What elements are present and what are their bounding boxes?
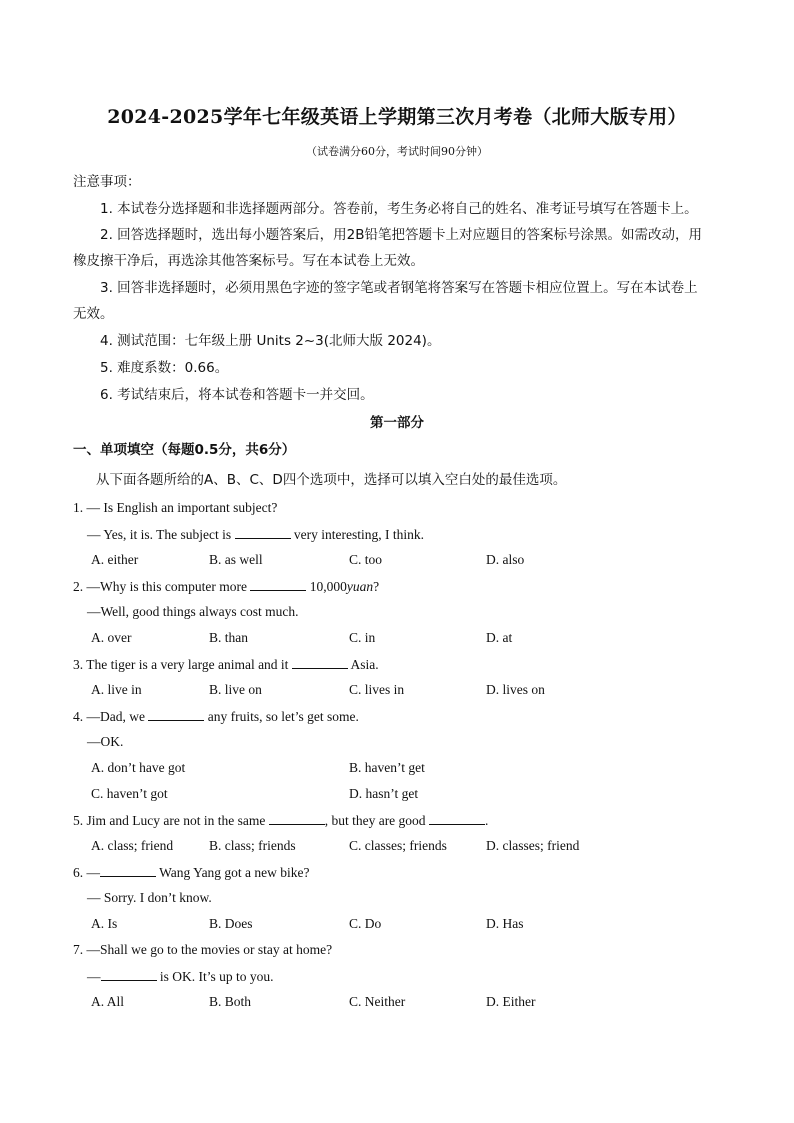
note-3-line-1: 3. 回答非选择题时，必须用黑色字迹的签字笔或者钢笔将答案写在答题卡相应位置上。写在本试卷上 — [100, 280, 698, 296]
q3-line-1 — [73, 656, 379, 673]
q1-blank — [235, 526, 291, 539]
q7-text-a: — — [87, 969, 101, 984]
q5-option-d: D. classes; friend — [486, 838, 580, 853]
note-2-line-2: 橡皮擦干净后，再选涂其他答案标号。写在本试卷上无效。 — [73, 253, 424, 269]
q6-line-2: — Sorry. I don’t know. — [87, 890, 212, 905]
notes-heading: 注意事项： — [73, 174, 141, 190]
q7-option-c: C. Neither — [349, 994, 406, 1009]
q2-option-d: D. at — [486, 630, 513, 645]
q2-text-yuan: yuan — [346, 579, 374, 594]
q4-line-1 — [73, 708, 359, 725]
q5-option-b: B. class; friends — [209, 838, 296, 853]
q1-option-a: A. either — [91, 552, 139, 567]
q1-option-c: C. too — [349, 552, 383, 567]
q2-text-d: ? — [373, 579, 380, 594]
q6-option-c: C. Do — [349, 916, 382, 931]
q4-option-c: C. haven’t got — [91, 786, 168, 801]
section-one-instruction: 从下面各题所给的A、B、C、D四个选项中，选择可以填入空白处的最佳选项。 — [96, 472, 567, 488]
q4-option-a: A. don’t have got — [91, 760, 186, 775]
section-one-title: 一、单项填空（每题0.5分，共6分） — [73, 442, 296, 458]
note-4: 4. 测试范围：七年级上册 Units 2~3(北师大版 2024)。 — [100, 333, 441, 349]
q7-line-2 — [87, 968, 274, 985]
q1-text-b: very interesting, I think. — [293, 527, 424, 542]
q3-option-a: A. live in — [91, 682, 142, 697]
q4-text-a: 4. —Dad, we — [73, 709, 145, 724]
q2-option-b: B. than — [209, 630, 248, 645]
q5-text-b: , but they are good — [324, 813, 426, 828]
q5-option-c: C. classes; friends — [349, 838, 447, 853]
q5-line-1 — [73, 812, 488, 829]
note-3-line-2: 无效。 — [73, 306, 114, 322]
q1-option-b: B. as well — [209, 552, 263, 567]
q3-option-c: C. lives in — [349, 682, 405, 697]
q3-option-b: B. live on — [209, 682, 262, 697]
exam-title: 2024-2025学年七年级英语上学期第三次月考卷（北师大版专用） — [107, 106, 687, 128]
note-1: 1. 本试卷分选择题和非选择题两部分。答卷前，考生务必将自己的姓名、准考证号填写在答题卡上。 — [100, 201, 698, 217]
q3-option-d: D. lives on — [486, 682, 545, 697]
q4-option-d: D. hasn’t get — [349, 786, 419, 801]
q4-line-2: —OK. — [87, 734, 124, 749]
q6-option-d: D. Has — [486, 916, 524, 931]
q2-text-a: 2. —Why is this computer more — [73, 579, 247, 594]
q2-option-c: C. in — [349, 630, 376, 645]
q3-text-a: 3. The tiger is a very large animal and it — [73, 657, 289, 672]
q4-option-b: B. haven’t get — [349, 760, 425, 775]
q5-blank-1 — [269, 812, 325, 825]
exam-subtitle: （试卷满分60分，考试时间90分钟） — [306, 145, 488, 158]
note-2-line-1: 2. 回答选择题时，选出每小题答案后，用2B铅笔把答题卡上对应题目的答案标号涂黑。如需改动，用 — [100, 227, 703, 243]
q3-text-b: Asia. — [350, 657, 379, 672]
q6-text-a: 6. — — [73, 865, 100, 880]
q4-text-b: any fruits, so let’s get some. — [207, 709, 359, 724]
q7-line-1: 7. —Shall we go to the movies or stay at home? — [73, 942, 333, 957]
q1-text-a: — Yes, it is. The subject is — [87, 527, 232, 542]
q2-line-1 — [73, 578, 379, 595]
q2-blank — [250, 578, 306, 591]
q6-option-b: B. Does — [209, 916, 253, 931]
q1-line-1: 1. — Is English an important subject? — [73, 500, 278, 515]
q7-blank — [101, 968, 157, 981]
q5-text-a: 5. Jim and Lucy are not in the same — [73, 813, 266, 828]
q7-option-a: A. All — [91, 994, 125, 1009]
q7-option-d: D. Either — [486, 994, 536, 1009]
part-one-heading: 第一部分 — [370, 415, 424, 431]
q2-line-2: —Well, good things always cost much. — [87, 604, 299, 619]
q5-blank-2 — [429, 812, 485, 825]
q2-text-b: 10,000 — [309, 579, 347, 594]
note-5: 5. 难度系数：0.66。 — [100, 360, 229, 376]
q5-text-c: . — [484, 813, 489, 828]
q2-option-a: A. over — [91, 630, 132, 645]
note-6: 6. 考试结束后，将本试卷和答题卡一并交回。 — [100, 387, 374, 403]
q6-line-1 — [73, 864, 310, 881]
q6-text-b: Wang Yang got a new bike? — [159, 865, 310, 880]
q7-option-b: B. Both — [209, 994, 252, 1009]
q6-option-a: A. Is — [91, 916, 118, 931]
q4-blank — [148, 708, 204, 721]
q6-blank — [100, 864, 156, 877]
q1-option-d: D. also — [486, 552, 525, 567]
q5-option-a: A. class; friend — [91, 838, 174, 853]
q3-blank — [292, 656, 348, 669]
q1-line-2 — [87, 526, 424, 543]
q7-text-b: is OK. It’s up to you. — [159, 969, 274, 984]
